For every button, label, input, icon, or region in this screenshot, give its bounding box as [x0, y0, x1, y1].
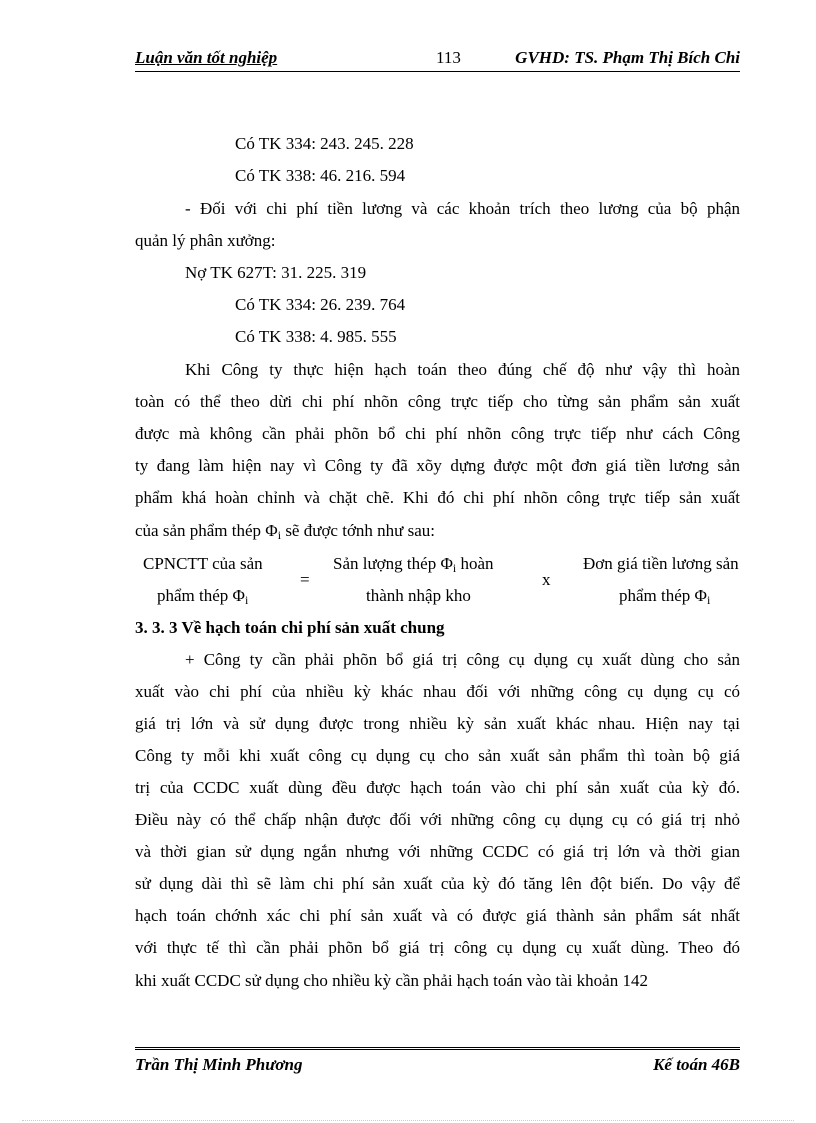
page-header: [135, 48, 740, 70]
footer-author: Trần Thị Minh Phương: [135, 1055, 303, 1074]
paragraph-line: với thực tế thì cần phải phõn bổ giá trị công cụ dụng cụ xuất dùng. Theo đó: [135, 938, 740, 957]
page-number: 113: [436, 48, 461, 67]
paragraph-line: trị của CCDC xuất dùng đều được hạch toán vào chi phí sản xuất của kỳ đó.: [135, 778, 740, 797]
paragraph-line: toàn có thể theo dừi chi phí nhõn công trực tiếp cho từng sản phẩm sản xuất: [135, 392, 740, 411]
paragraph-line: hạch toán chớnh xác chi phí sản xuất và có được giá thành sản phẩm sát nhất: [135, 906, 740, 925]
paragraph-line: Khi Công ty thực hiện hạch toán theo đúng chế độ như vậy thì hoàn: [185, 360, 740, 379]
formula-left-bottom: [157, 586, 248, 610]
text-span: sẽ được tớnh như sau:: [281, 521, 436, 540]
header-thesis-title: Luận văn tốt nghiệp: [135, 48, 278, 67]
text-span: Sản lượng thép Φ: [333, 554, 453, 573]
formula-times: x: [542, 570, 551, 589]
paragraph-line: [135, 521, 435, 545]
text-span: phẩm thép Φ: [619, 586, 707, 605]
paragraph-line: giá trị lớn và sử dụng được trong nhiều kỳ sản xuất khác nhau. Hiện nay tại: [135, 714, 740, 733]
paragraph-line: và thời gian sử dụng ngắn nhưng với những CCDC có giá trị lớn và thời gian: [135, 842, 740, 861]
text-span: phẩm thép Φ: [157, 586, 245, 605]
formula-right-bottom: [619, 586, 710, 610]
paragraph-line: ty đang làm hiện nay vì Công ty đã xõy dựng được một đơn giá tiền lương sản: [135, 456, 740, 475]
page-footer: [135, 1055, 740, 1075]
paragraph-line: phẩm khá hoàn chỉnh và chặt chẽ. Khi đó chi phí nhõn công trực tiếp sản xuất: [135, 488, 740, 507]
subscript: i: [244, 593, 249, 607]
paragraph-line: Công ty mỗi khi xuất công cụ dụng cụ cho sản xuất sản phẩm thì toàn bộ giá: [135, 746, 740, 765]
footer-class: Kế toán 46B: [653, 1055, 740, 1074]
text-span: hoàn: [456, 554, 494, 573]
paragraph-line: được mà không cần phải phõn bổ chi phí nhõn công trực tiếp như cách Công: [135, 424, 740, 443]
paragraph-line: + Công ty cần phải phõn bổ giá trị công cụ dụng cụ xuất dùng cho sản: [185, 650, 740, 669]
formula-left-top: CPNCTT của sản: [143, 554, 263, 573]
paragraph-line: - Đối với chi phí tiền lương và các khoản trích theo lương của bộ phận: [185, 199, 740, 218]
subscript: i: [706, 593, 711, 607]
entry-line: Nợ TK 627T: 31. 225. 319: [185, 263, 367, 282]
page-edge-divider: [22, 1120, 794, 1121]
formula-equals: =: [300, 570, 310, 589]
entry-line: Có TK 334: 26. 239. 764: [235, 295, 406, 314]
text-span: của sản phẩm thép Φ: [135, 521, 278, 540]
formula-middle-top: [333, 554, 494, 578]
entry-line: Có TK 338: 4. 985. 555: [235, 327, 397, 346]
paragraph-line: xuất vào chi phí của nhiều kỳ khác nhau đối với những công cụ dụng cụ có: [135, 682, 740, 701]
paragraph-line: quản lý phân xưởng:: [135, 231, 276, 250]
paragraph-line: sử dụng dài thì sẽ làm chi phí sản xuất của kỳ đó tăng lên đột biến. Do vậy để: [135, 874, 740, 893]
subscript: i: [277, 528, 282, 542]
entry-line: Có TK 338: 46. 216. 594: [235, 166, 406, 185]
subscript: i: [452, 561, 457, 575]
footer-rule: [135, 1047, 740, 1050]
entry-line: Có TK 334: 243. 245. 228: [235, 134, 414, 153]
header-advisor: GVHD: TS. Phạm Thị Bích Chi: [515, 48, 740, 67]
formula-right-top: Đơn giá tiền lương sản: [583, 554, 739, 573]
header-rule: [135, 71, 740, 72]
paragraph-line: khi xuất CCDC sử dụng cho nhiều kỳ cần phải hạch toán vào tài khoản 142: [135, 971, 648, 990]
section-heading: 3. 3. 3 Về hạch toán chi phí sản xuất chung: [135, 618, 445, 637]
paragraph-line: Điều này có thể chấp nhận được đối với những công cụ dụng cụ có giá trị nhỏ: [135, 810, 740, 829]
formula-middle-bottom: thành nhập kho: [366, 586, 471, 605]
